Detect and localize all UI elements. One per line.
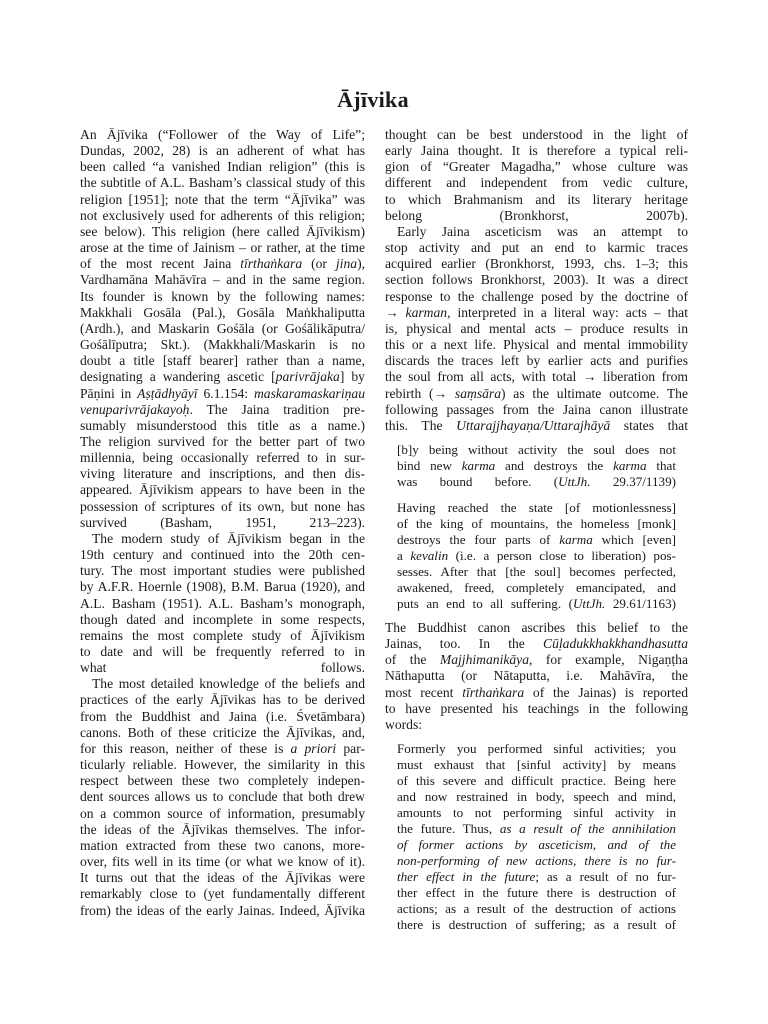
text-line: for this reason, neither of these is a priori par- — [80, 740, 365, 756]
text-line: remarkably close to (yet fundamentally different — [80, 886, 365, 902]
text-line: over, fits well in its time (or what we know of it). — [80, 854, 365, 870]
text-line: discards the traces left by earlier acts and purifies — [385, 353, 688, 369]
block-quote — [397, 500, 676, 612]
text-line: → karman, interpreted in a literal way: acts – that — [385, 304, 688, 320]
text-line: [b]y being without activity the soul does not — [397, 441, 676, 457]
text-line: to date and will be frequently referred to in — [80, 644, 365, 659]
text-line: The most detailed knowledge of the beliefs and — [92, 676, 365, 692]
paragraph — [385, 620, 688, 733]
italic-term: parivrājaka — [275, 369, 340, 385]
text-line: on a common source of information, presumably — [80, 805, 365, 821]
text-line: Makkhali Gosāla (Pal.), Gosāla Maṅkhaliputta — [80, 304, 365, 320]
italic-term: tīrthaṅkara — [240, 256, 303, 272]
italic-term: karma — [559, 531, 593, 547]
text-line: gion of “Greater Magadha,” whose culture was — [385, 159, 688, 175]
left-column — [80, 127, 365, 919]
paragraph — [80, 676, 365, 918]
text-line: ther effect in the future; as a result of no fur- — [397, 869, 676, 885]
paragraph — [80, 127, 365, 531]
text-line: arose at the time of Jainism – or rather, at the time — [80, 240, 365, 256]
text-line: tury. The most important studies were published — [80, 563, 365, 579]
paragraph — [385, 224, 688, 434]
italic-term: Cūḷadukkhakkhandhasutta — [543, 636, 688, 652]
text-line: rebirth (→ saṃsāra) as the ultimate outcome. The — [385, 385, 688, 401]
text-line — [397, 837, 676, 853]
text-line: An Ājīvika (“Follower of the Way of Life”; — [80, 127, 365, 142]
italic-term: a priori — [290, 740, 337, 756]
text-line: what follows. — [80, 660, 365, 676]
text-line: 19th century and continued into the 20th cen- — [80, 547, 365, 563]
text-line: Early Jaina asceticism was an attempt to — [397, 223, 688, 239]
text-line: the ideas of the Ājīvikas themselves. The infor- — [80, 821, 365, 837]
text-line: been called “a vanished Indian religion” (this is — [80, 159, 365, 175]
text-line: appeared. Ājīvikism appears to have been in the — [80, 482, 365, 498]
italic-term: as a result of the annihilation — [499, 821, 676, 837]
text-line: Formerly you performed sinful activities; you — [397, 741, 676, 757]
italic-term: of former actions by asceticism, and of the — [397, 837, 676, 853]
text-line: from the Buddhist and Jaina (i.e. Śvetāmbara) — [80, 708, 365, 724]
text-line: not exclusively used for adherents of this religion; — [80, 207, 365, 223]
text-line: mation extracted from these two canons, more- — [80, 837, 365, 853]
text-line: awakened, freed, completely emancipated, and — [397, 579, 676, 595]
italic-term: UttJh. — [572, 595, 606, 611]
text-line: canons. Both of these criticize the Ājīvikas, and, — [80, 724, 365, 740]
paragraph — [385, 127, 688, 224]
text-line: destroys the four parts of karma which [even] — [397, 531, 676, 547]
text-line: puts an end to all suffering. (UttJh. 29.61/1163) — [397, 595, 676, 611]
text-line: possession of scriptures of its own, but none has — [80, 498, 365, 514]
text-line: this or a next life. Physical and mental immobility — [385, 337, 688, 353]
text-line: stop activity and put an end to karmic traces — [385, 240, 688, 256]
text-line: belong (Bronkhorst, 2007b). — [385, 207, 688, 223]
text-line: response to the challenge posed by the doctrine of — [385, 288, 688, 304]
text-line: the subtitle of A.L. Basham’s classical study of this — [80, 175, 365, 191]
text-line: A.L. Basham (1951). A.L. Basham’s monograph, — [80, 595, 365, 611]
italic-term: tīrthaṅkara — [462, 684, 525, 700]
italic-term: karma — [613, 457, 647, 473]
text-line: from) the ideas of the early Jainas. Indeed, Ājīvika — [80, 902, 365, 918]
text-line: viving literature and inscriptions, and then dis- — [80, 466, 365, 482]
text-line: and now restrained in body, speech and mind, — [397, 789, 676, 805]
italic-term: non-performing of new actions, there is no fur- — [397, 853, 676, 869]
text-line: this. The Uttarajjhayaṇa/Uttarajhāyā states that — [385, 417, 688, 433]
text-line: designating a wandering ascetic [parivrājaka] by — [80, 369, 365, 385]
text-line: see below). This religion (here called Ājīvikism) — [80, 223, 365, 239]
text-line: to have presented his teachings in the following — [385, 700, 688, 716]
text-line: though dated and incomplete in some respects, — [80, 611, 365, 627]
text-line: is, physical and mental acts – produce results in — [385, 320, 688, 336]
italic-term: karman — [405, 304, 448, 320]
text-line: ticularly reliable. However, the similarity in this — [80, 757, 365, 773]
text-line: thought can be best understood in the light of — [385, 127, 688, 142]
text-line: Dundas, 2002, 28) is an adherent of what has — [80, 143, 365, 159]
text-line: of the Majjhimanikāya, for example, Nigaṇṭha — [385, 652, 688, 668]
text-line: venuparivrājakayoḥ. The Jaina tradition pre- — [80, 401, 365, 417]
text-line: the soul from all acts, with total → liberation from — [385, 369, 688, 385]
italic-term: jina — [335, 256, 358, 272]
text-line: the future. Thus, as a result of the annihilation — [397, 821, 676, 837]
text-line: to which Brahmanism and its literary heritage — [385, 191, 688, 207]
text-line: respect between these two completely indepen- — [80, 773, 365, 789]
text-line: of the most recent Jaina tīrthaṅkara (or jina), — [80, 256, 365, 272]
text-line: amounts to not performing sinful activity in — [397, 805, 676, 821]
italic-term: UttJh. — [558, 473, 591, 489]
text-line: must exhaust that [sinful activity] by means — [397, 757, 676, 773]
block-quote — [397, 741, 676, 933]
italic-term: ther effect in the future — [397, 869, 536, 885]
text-line: of this severe and difficult practice. Being here — [397, 773, 676, 789]
text-line: The modern study of Ājīvikism began in the — [92, 530, 365, 546]
text-line: Its founder is known by the following names: — [80, 288, 365, 304]
text-line: sumably misunderstood this title as a name.) — [80, 417, 365, 433]
text-line: (Ardh.), and Maskarin Gośāla (or Gośālikāputra/ — [80, 320, 365, 336]
text-line: actions; as a result of the destruction of actions — [397, 901, 676, 917]
block-quote — [397, 442, 676, 490]
text-line: early Jaina thought. It is therefore a typical reli- — [385, 143, 688, 159]
text-line: Having reached the state [of motionlessness] — [397, 499, 676, 515]
italic-term: karma — [461, 457, 496, 473]
italic-term: Aṣṭādhyāyī — [137, 385, 198, 401]
text-line: Gośālīputra; Skt.). (Makkhali/Maskarin is no — [80, 337, 365, 353]
text-line: Pāṇini in Aṣṭādhyāyī 6.1.154: maskaramaskariṇau — [80, 385, 365, 401]
text-line: was bound before. (UttJh. 29.37/1139) — [397, 473, 676, 489]
text-line: dent sources allows us to conclude that both drew — [80, 789, 365, 805]
right-column — [385, 127, 688, 941]
text-line: section follows Bronkhorst, 2003). It was a direct — [385, 272, 688, 288]
text-line: It turns out that the ideas of the Ājīvikas were — [80, 870, 365, 886]
text-line: The religion survived for the better part of two — [80, 433, 365, 449]
text-line: millennia, being occasionally referred to in sur- — [80, 450, 365, 466]
text-line: there is destruction of suffering; as a result of — [397, 917, 676, 933]
text-line: Nāthaputta (or Nātaputta, i.e. Mahāvīra, the — [385, 668, 688, 684]
text-line: following passages from the Jaina canon illustrate — [385, 401, 688, 417]
text-line: religion [1951]; note that the term “Ājīvika” was — [80, 191, 365, 207]
italic-term: kevalin — [410, 547, 449, 563]
text-line: sesses. After that [the soul] becomes perfected, — [397, 563, 676, 579]
paragraph — [80, 531, 365, 676]
text-line: ther effect in the future there is destruction of — [397, 885, 676, 901]
italic-term: Uttarajjhayaṇa/Uttarajhāyā — [456, 417, 611, 433]
text-line: different and independent from vedic culture, — [385, 175, 688, 191]
text-line: a kevalin (i.e. a person close to liberation) pos- — [397, 547, 676, 563]
italic-term: Majjhimanikāya — [439, 652, 530, 668]
text-line: of the king of mountains, the homeless [monk] — [397, 515, 676, 531]
italic-term: saṃsāra — [454, 385, 501, 401]
text-line: remains the most complete study of Ājīvikism — [80, 627, 365, 643]
text-line: acquired earlier (Bronkhorst, 1993, chs. 1–3; this — [385, 256, 688, 272]
text-line: bind new karma and destroys the karma that — [397, 457, 676, 473]
text-line: survived (Basham, 1951, 213–223). — [80, 514, 365, 530]
text-line: Jainas, too. In the Cūḷadukkhakkhandhasutta — [385, 636, 688, 652]
italic-term: venuparivrājakayoḥ — [80, 401, 190, 417]
article-title: Ājīvika — [337, 86, 409, 112]
text-line — [397, 853, 676, 869]
text-line: doubt a title [staff bearer] rather than a name, — [80, 353, 365, 369]
text-line: most recent tīrthaṅkara of the Jainas) is reported — [385, 684, 688, 700]
text-line: Vardhamāna Mahāvīra – and in the same region. — [80, 272, 365, 288]
text-line: words: — [385, 716, 423, 732]
italic-term: maskaramaskariṇau — [253, 385, 365, 401]
text-line: by A.F.R. Hoernle (1908), B.M. Barua (1920), and — [80, 579, 365, 595]
text-line: practices of the early Ājīvikas has to be derived — [80, 692, 365, 708]
text-line: The Buddhist canon ascribes this belief to the — [385, 619, 688, 635]
